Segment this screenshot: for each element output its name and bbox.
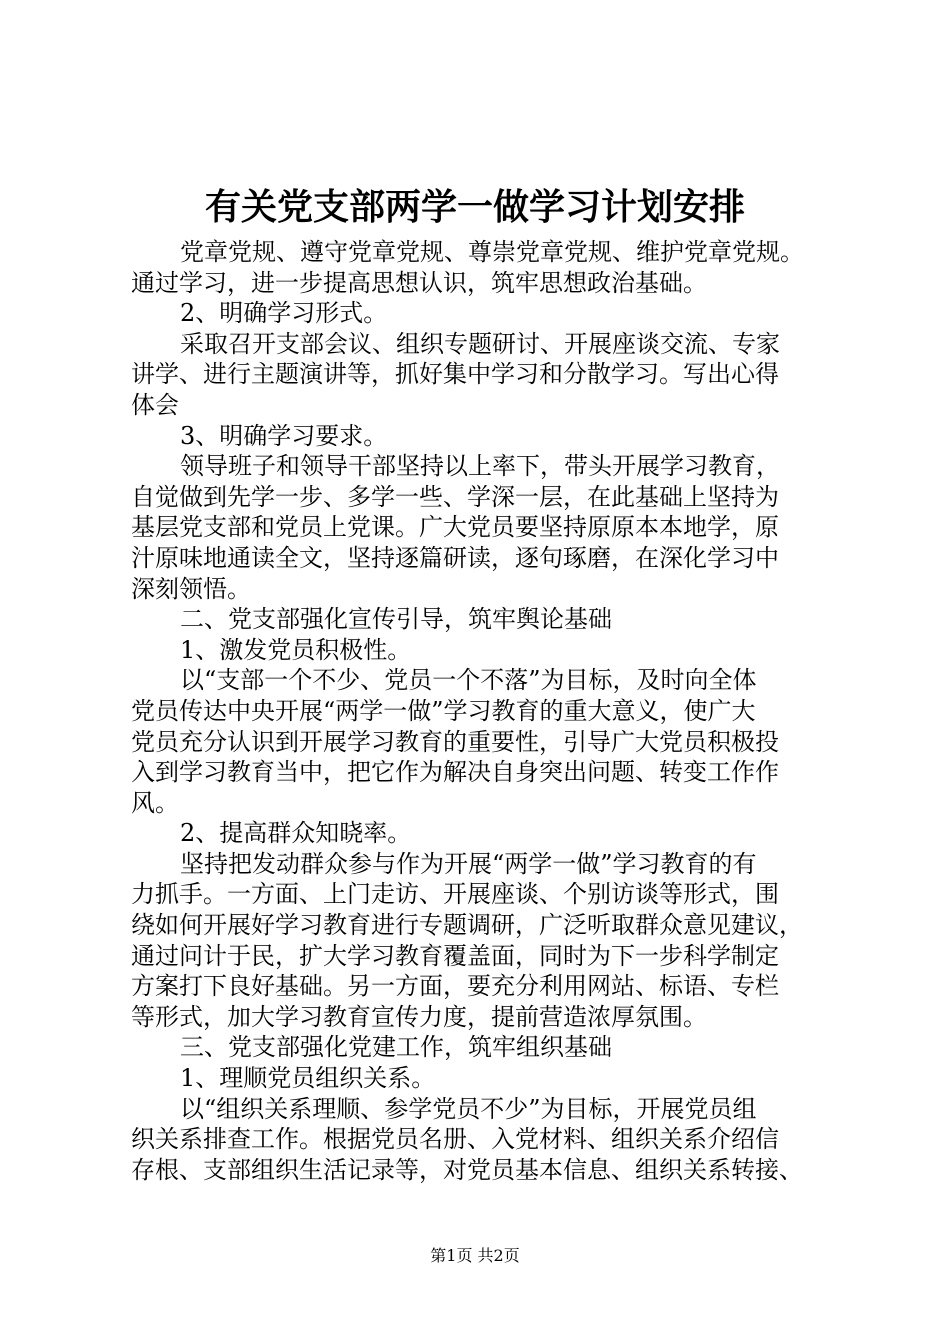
- text-line: 通过问计于民，扩大学习教育覆盖面，同时为下一步科学制定: [131, 941, 779, 970]
- document-body: [131, 237, 851, 1185]
- text-line: 绕如何开展好学习教育进行专题调研，广泛听取群众意见建议，: [131, 911, 803, 940]
- text-line: 风。: [131, 788, 179, 817]
- text-line: 织关系排查工作。根据党员名册、入党材料、组织关系介绍信: [131, 1125, 779, 1154]
- text-line: 自觉做到先学一步、多学一些、学深一层，在此基础上坚持为: [131, 482, 779, 511]
- text-line: 力抓手。一方面、上门走访、开展座谈、个别访谈等形式，围: [131, 880, 779, 909]
- section-heading: 3、明确学习要求。: [180, 421, 388, 450]
- text-line: 以“组织关系理顺、参学党员不少”为目标，开展党员组: [180, 1094, 757, 1123]
- text-line: 通过学习，进一步提高思想认识，筑牢思想政治基础。: [131, 268, 707, 297]
- section-heading: 2、明确学习形式。: [180, 299, 388, 328]
- text-line: 讲学、进行主题演讲等，抓好集中学习和分散学习。写出心得: [131, 360, 779, 389]
- text-line: 党章党规、遵守党章党规、尊崇党章党规、维护党章党规。: [180, 238, 804, 266]
- section-heading: 三、党支部强化党建工作，筑牢组织基础: [180, 1033, 612, 1062]
- text-line: 等形式，加大学习教育宣传力度，提前营造浓厚氛围。: [131, 1002, 707, 1031]
- document-title: 有关党支部两学一做学习计划安排: [204, 186, 745, 228]
- section-heading: 1、激发党员积极性。: [180, 635, 412, 664]
- text-line: 基层党支部和党员上党课。广大党员要坚持原原本本地学，原: [131, 513, 779, 542]
- section-heading: 二、党支部强化宣传引导，筑牢舆论基础: [180, 605, 612, 634]
- section-heading: 2、提高群众知晓率。: [180, 819, 412, 848]
- text-line: 以“支部一个不少、党员一个不落”为目标，及时向全体: [180, 666, 757, 695]
- text-line: 深刻领悟。: [131, 574, 251, 603]
- text-line: 党员充分认识到开展学习教育的重要性，引导广大党员积极投: [131, 727, 779, 756]
- text-line: 坚持把发动群众参与作为开展“两学一做”学习教育的有: [180, 849, 757, 878]
- page-footer: 第1页 共2页: [430, 1246, 520, 1265]
- text-line: 入到学习教育当中，把它作为解决自身突出问题、转变工作作: [131, 758, 779, 787]
- text-line: 党员传达中央开展“两学一做”学习教育的重大意义，使广大: [131, 696, 756, 725]
- section-heading: 1、理顺党员组织关系。: [180, 1064, 436, 1093]
- text-line: 汁原味地通读全文，坚持逐篇研读，逐句琢磨，在深化学习中: [131, 543, 779, 572]
- text-line: 采取召开支部会议、组织专题研讨、开展座谈交流、专家: [180, 329, 780, 358]
- text-line: 存根、支部组织生活记录等，对党员基本信息、组织关系转接、: [131, 1155, 803, 1184]
- text-line: 领导班子和领导干部坚持以上率下，带头开展学习教育，: [180, 452, 780, 481]
- text-line: 体会: [131, 390, 179, 419]
- text-line: 方案打下良好基础。另一方面，要充分利用网站、标语、专栏: [131, 972, 779, 1001]
